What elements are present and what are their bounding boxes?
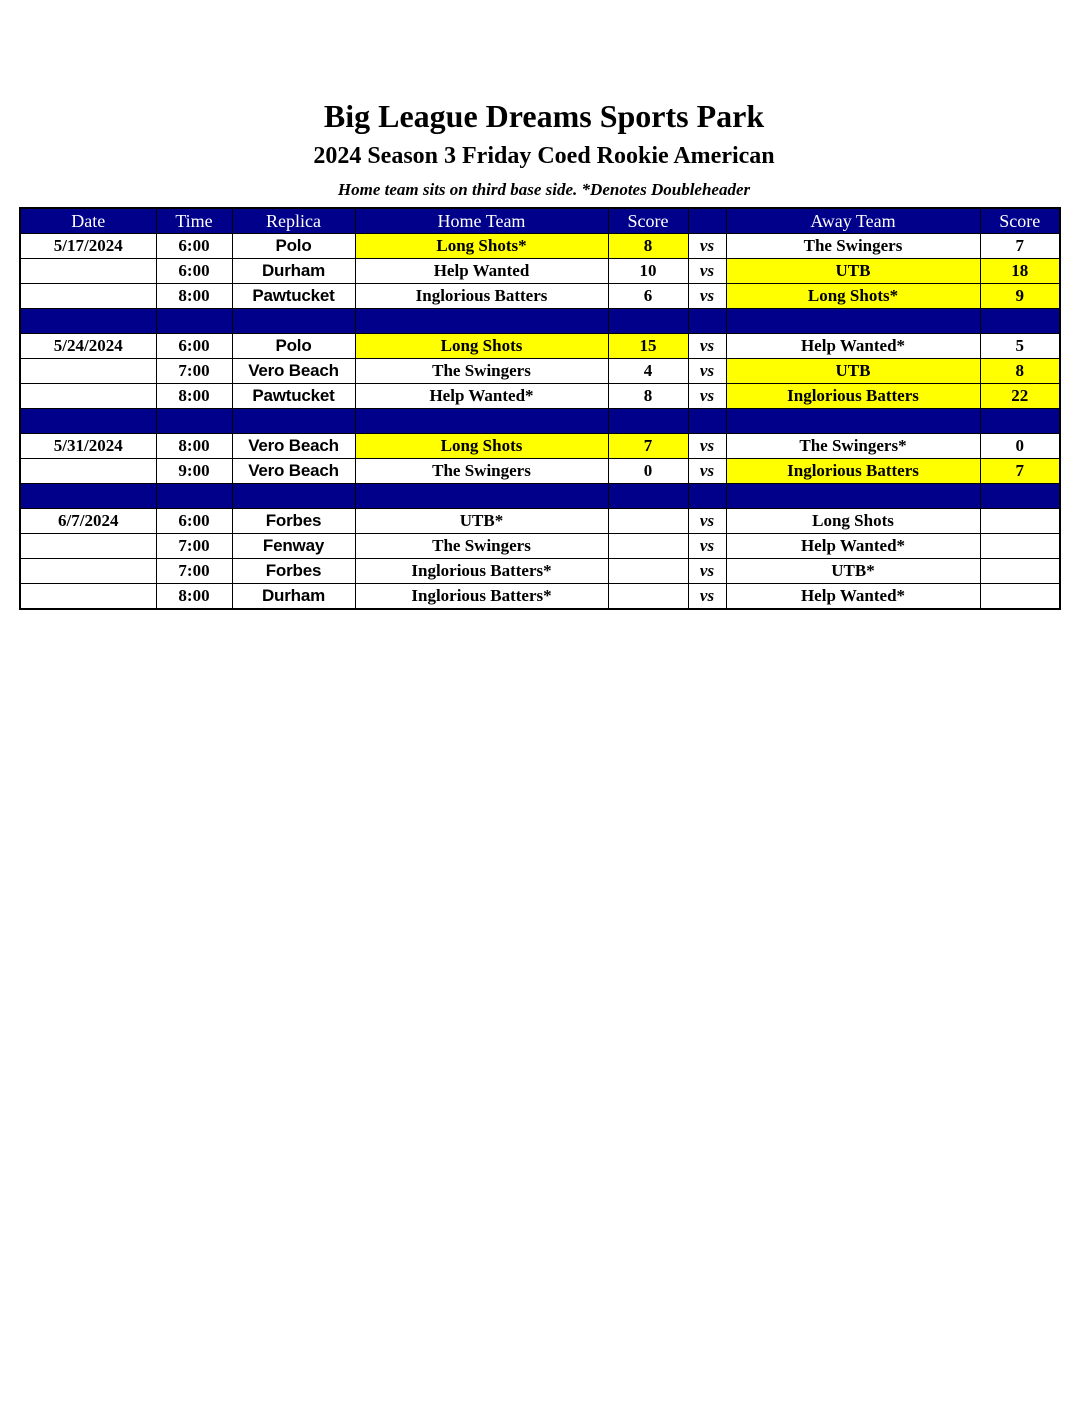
table-row <box>20 434 1060 459</box>
cell-home-score <box>608 509 688 534</box>
cell-home-team: Help Wanted* <box>355 384 608 409</box>
table-row <box>20 284 1060 309</box>
separator-cell <box>608 484 688 509</box>
separator-cell <box>980 309 1060 334</box>
table-row <box>20 509 1060 534</box>
col-header-time: Time <box>156 208 232 234</box>
cell-away-score <box>980 534 1060 559</box>
cell-home-team: Help Wanted <box>355 259 608 284</box>
separator-cell <box>20 484 156 509</box>
cell-home-score: 15 <box>608 334 688 359</box>
col-header-date: Date <box>20 208 156 234</box>
cell-vs: vs <box>688 384 726 409</box>
cell-replica: Durham <box>232 259 355 284</box>
col-header-home-team: Home Team <box>355 208 608 234</box>
cell-home-team: Long Shots* <box>355 234 608 259</box>
cell-away-team: Inglorious Batters <box>726 459 980 484</box>
cell-away-team: Inglorious Batters <box>726 384 980 409</box>
table-row <box>20 584 1060 610</box>
cell-replica: Pawtucket <box>232 384 355 409</box>
cell-vs: vs <box>688 334 726 359</box>
cell-home-score: 7 <box>608 434 688 459</box>
col-header-away-score: Score <box>980 208 1060 234</box>
cell-home-team: Inglorious Batters <box>355 284 608 309</box>
cell-time: 6:00 <box>156 334 232 359</box>
cell-home-score: 8 <box>608 384 688 409</box>
cell-vs: vs <box>688 534 726 559</box>
cell-date <box>20 359 156 384</box>
cell-away-team: The Swingers* <box>726 434 980 459</box>
cell-replica: Durham <box>232 584 355 610</box>
cell-date <box>20 259 156 284</box>
cell-replica: Polo <box>232 234 355 259</box>
separator-cell <box>355 409 608 434</box>
cell-vs: vs <box>688 284 726 309</box>
schedule-table <box>19 207 1061 610</box>
separator-cell <box>156 409 232 434</box>
col-header-replica: Replica <box>232 208 355 234</box>
cell-time: 7:00 <box>156 559 232 584</box>
table-row <box>20 534 1060 559</box>
cell-date <box>20 284 156 309</box>
cell-time: 6:00 <box>156 234 232 259</box>
table-row <box>20 384 1060 409</box>
cell-home-team: Long Shots <box>355 434 608 459</box>
separator-cell <box>726 409 980 434</box>
separator-cell <box>608 309 688 334</box>
cell-home-team: UTB* <box>355 509 608 534</box>
cell-date: 5/24/2024 <box>20 334 156 359</box>
cell-time: 9:00 <box>156 459 232 484</box>
separator-cell <box>156 309 232 334</box>
cell-vs: vs <box>688 259 726 284</box>
cell-replica: Vero Beach <box>232 434 355 459</box>
separator-cell <box>355 484 608 509</box>
cell-replica: Pawtucket <box>232 284 355 309</box>
cell-home-team: Long Shots <box>355 334 608 359</box>
cell-vs: vs <box>688 509 726 534</box>
cell-away-team: UTB <box>726 359 980 384</box>
table-row <box>20 359 1060 384</box>
separator-cell <box>20 409 156 434</box>
separator-cell <box>980 409 1060 434</box>
separator-cell <box>726 484 980 509</box>
cell-away-score: 5 <box>980 334 1060 359</box>
cell-time: 8:00 <box>156 584 232 610</box>
cell-replica: Fenway <box>232 534 355 559</box>
cell-time: 7:00 <box>156 534 232 559</box>
cell-away-score <box>980 584 1060 610</box>
cell-home-team: The Swingers <box>355 459 608 484</box>
separator-cell <box>156 484 232 509</box>
cell-away-team: UTB <box>726 259 980 284</box>
cell-away-team: Help Wanted* <box>726 534 980 559</box>
cell-away-team: Help Wanted* <box>726 584 980 610</box>
cell-time: 6:00 <box>156 259 232 284</box>
cell-date: 5/17/2024 <box>20 234 156 259</box>
cell-time: 6:00 <box>156 509 232 534</box>
separator-cell <box>20 309 156 334</box>
cell-away-score: 7 <box>980 459 1060 484</box>
page-note: Home team sits on third base side. *Denotes Doubleheader <box>337 180 751 199</box>
table-row <box>20 334 1060 359</box>
week-separator-row <box>20 309 1060 334</box>
cell-away-team: Long Shots* <box>726 284 980 309</box>
cell-away-team: UTB* <box>726 559 980 584</box>
cell-date: 5/31/2024 <box>20 434 156 459</box>
cell-vs: vs <box>688 459 726 484</box>
cell-time: 8:00 <box>156 284 232 309</box>
table-row <box>20 559 1060 584</box>
cell-date <box>20 534 156 559</box>
table-row <box>20 234 1060 259</box>
cell-home-score: 4 <box>608 359 688 384</box>
cell-replica: Vero Beach <box>232 359 355 384</box>
cell-home-score: 10 <box>608 259 688 284</box>
cell-away-team: Long Shots <box>726 509 980 534</box>
cell-date <box>20 384 156 409</box>
cell-time: 8:00 <box>156 384 232 409</box>
separator-cell <box>688 484 726 509</box>
cell-away-team: The Swingers <box>726 234 980 259</box>
cell-home-team: The Swingers <box>355 359 608 384</box>
cell-vs: vs <box>688 234 726 259</box>
cell-replica: Vero Beach <box>232 459 355 484</box>
page-title: Big League Dreams Sports Park <box>323 98 765 134</box>
cell-away-score: 18 <box>980 259 1060 284</box>
separator-cell <box>980 484 1060 509</box>
separator-cell <box>355 309 608 334</box>
separator-cell <box>232 484 355 509</box>
cell-home-score <box>608 584 688 610</box>
separator-cell <box>688 409 726 434</box>
cell-vs: vs <box>688 359 726 384</box>
cell-home-score <box>608 559 688 584</box>
cell-away-score: 0 <box>980 434 1060 459</box>
cell-away-score: 7 <box>980 234 1060 259</box>
cell-away-team: Help Wanted* <box>726 334 980 359</box>
cell-away-score <box>980 559 1060 584</box>
cell-date <box>20 559 156 584</box>
table-row <box>20 459 1060 484</box>
separator-cell <box>232 309 355 334</box>
cell-away-score: 9 <box>980 284 1060 309</box>
separator-cell <box>232 409 355 434</box>
cell-away-score: 22 <box>980 384 1060 409</box>
separator-cell <box>726 309 980 334</box>
cell-date: 6/7/2024 <box>20 509 156 534</box>
col-header-away-team: Away Team <box>726 208 980 234</box>
cell-replica: Forbes <box>232 559 355 584</box>
cell-home-team: The Swingers <box>355 534 608 559</box>
cell-replica: Polo <box>232 334 355 359</box>
schedule-body <box>20 234 1060 610</box>
cell-home-score <box>608 534 688 559</box>
week-separator-row <box>20 409 1060 434</box>
cell-replica: Forbes <box>232 509 355 534</box>
cell-time: 8:00 <box>156 434 232 459</box>
cell-vs: vs <box>688 584 726 610</box>
cell-home-team: Inglorious Batters* <box>355 584 608 610</box>
cell-time: 7:00 <box>156 359 232 384</box>
cell-vs: vs <box>688 559 726 584</box>
cell-away-score <box>980 509 1060 534</box>
cell-home-score: 6 <box>608 284 688 309</box>
separator-cell <box>608 409 688 434</box>
table-header-row <box>20 208 1060 234</box>
cell-date <box>20 584 156 610</box>
cell-date <box>20 459 156 484</box>
cell-away-score: 8 <box>980 359 1060 384</box>
col-header-home-score: Score <box>608 208 688 234</box>
cell-home-score: 0 <box>608 459 688 484</box>
cell-home-team: Inglorious Batters* <box>355 559 608 584</box>
cell-vs: vs <box>688 434 726 459</box>
separator-cell <box>688 309 726 334</box>
page-subtitle: 2024 Season 3 Friday Coed Rookie American <box>313 143 775 169</box>
table-row <box>20 259 1060 284</box>
col-header-vs <box>688 208 726 234</box>
week-separator-row <box>20 484 1060 509</box>
cell-home-score: 8 <box>608 234 688 259</box>
